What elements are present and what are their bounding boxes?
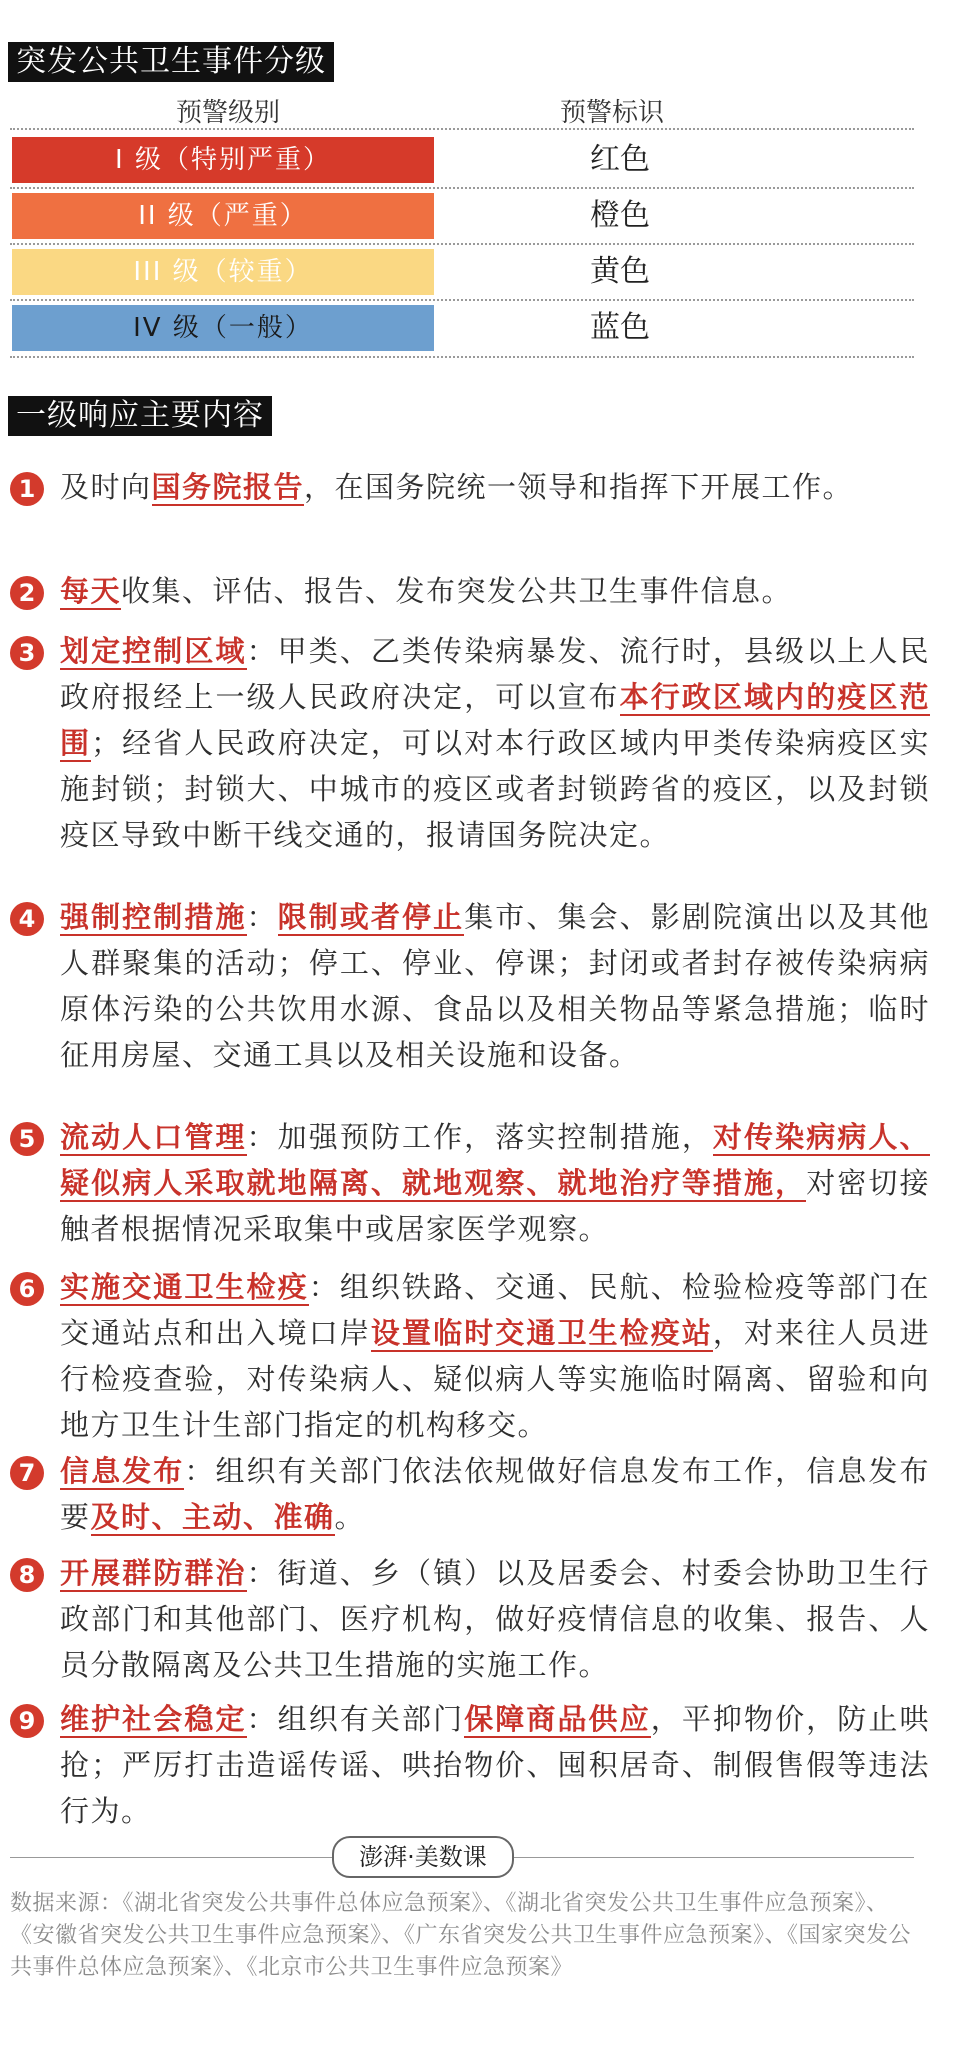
body-text: ：街道、乡（镇）以及居委会、村委会协助卫生行政部门和其他部门、医疗机构，做好疫情信息的收集、报告、人员分散隔离及公共卫生措施的实施工作。 [60,1556,930,1682]
item-text [60,1264,930,1448]
divider [10,356,914,358]
number-badge: 5 [10,1122,44,1156]
body-text: 及时向 [60,470,152,504]
response-item [10,1114,930,1252]
highlight-text: 实施交通卫生检疫 [60,1270,309,1304]
column-header-level: 预警级别 [176,98,281,128]
item-text [60,628,930,858]
highlight-text: 强制控制措施 [60,900,247,934]
body-text: ，在国务院统一领导和指挥下开展工作。 [304,470,854,504]
number-badge: 3 [10,636,44,670]
level-mark: 蓝色 [590,310,650,345]
highlight-text: 信息发布 [60,1454,185,1488]
body-text: ： [246,900,278,934]
number-badge: 2 [10,576,44,610]
response-item [10,894,930,1078]
item-text [60,894,930,1078]
highlight-text: 限制或者停止 [277,900,465,934]
level-mark: 红色 [590,142,650,177]
divider [10,128,914,130]
number-badge: 6 [10,1272,44,1306]
response-item [10,1264,930,1448]
level-mark: 橙色 [590,198,650,233]
level-bar: III 级（较重） [12,249,434,295]
level-bar: I 级（特别严重） [12,137,434,183]
highlight-text: 划定控制区域 [60,634,247,668]
highlight-text: 本行政区域内的疫区范围 [60,680,930,760]
data-source: 数据来源：《湖北省突发公共事件总体应急预案》、《湖北省突发公共卫生事件应急预案》、《安徽省突发公共卫生事件应急预案》、《广东省突发公共卫生事件应急预案》、《国家突发公共事件总体应急预案》、《北京市公共卫生事件应急预案》 [10,1891,912,1980]
item-text [60,464,930,510]
item-text [60,1448,930,1540]
body-text: ：加强预防工作，落实控制措施， [246,1120,713,1154]
response-item [10,1448,930,1540]
highlight-text: 保障商品供应 [464,1702,651,1736]
number-badge: 4 [10,902,44,936]
body-text: 收集、评估、报告、发布突发公共卫生事件信息。 [121,574,793,608]
number-badge: 9 [10,1704,44,1738]
level-mark: 黄色 [590,254,650,289]
highlight-text: 设置临时交通卫生检疫站 [370,1316,713,1350]
body-text: 集市、集会、影剧院演出以及其他人群聚集的活动；停工、停业、停课；封闭或者封存被传染病病原体污染的公共饮用水源、食品以及相关物品等紧急措施；临时征用房屋、交通工具以及相关设施和设备。 [60,900,930,1072]
item-text [60,568,930,614]
number-badge: 8 [10,1558,44,1592]
body-text: 对密切接触者根据情况采取集中或居家医学观察。 [60,1166,930,1246]
response-item [10,568,930,614]
section-title-response: 一级响应主要内容 [8,396,272,436]
section-title-levels: 突发公共卫生事件分级 [8,42,334,82]
highlight-text: 国务院报告 [151,470,305,504]
highlight-text: 维护社会稳定 [60,1702,247,1736]
body-text: ，对来往人员进行检疫查验，对传染病人、疑似病人等实施临时隔离、留验和向地方卫生计生部门指定的机构移交。 [60,1316,930,1442]
body-text: ：组织有关部门依法依规做好信息发布工作，信息发布要 [60,1454,930,1534]
level-bar: IV 级（一般） [12,305,434,351]
divider [10,243,914,245]
number-badge: 1 [10,472,44,506]
body-text: ：组织铁路、交通、民航、检验检疫等部门在交通站点和出入境口岸 [60,1270,930,1350]
level-row [0,246,960,298]
body-text: ；经省人民政府决定，可以对本行政区域内甲类传染病疫区实施封锁；封锁大、中城市的疫区或者封锁跨省的疫区，以及封锁疫区导致中断干线交通的，报请国务院决定。 [60,726,930,852]
level-row [0,190,960,242]
item-text [60,1696,930,1834]
response-item [10,1550,930,1688]
body-text: ：组织有关部门 [246,1702,465,1736]
body-text: ：甲类、乙类传染病暴发、流行时，县级以上人民政府报经上一级人民政府决定，可以宣布 [60,634,930,714]
response-item [10,628,930,858]
brand-logo: 澎湃·美数课 [332,1836,514,1878]
highlight-text: 每天 [60,574,122,608]
body-text: ，平抑物价，防止哄抢；严厉打击造谣传谣、哄抬物价、囤积居奇、制假售假等违法行为。 [60,1702,930,1828]
highlight-text: 及时、主动、准确 [90,1500,335,1534]
highlight-text: 流动人口管理 [60,1120,247,1154]
highlight-text: 对传染病病人、疑似病人采取就地隔离、就地观察、就地治疗等措施， [60,1120,930,1200]
divider [10,187,914,189]
number-badge: 7 [10,1456,44,1490]
item-text [60,1114,930,1252]
response-item [10,464,930,510]
divider [10,299,914,301]
item-text [60,1550,930,1688]
level-row [0,302,960,354]
level-bar: II 级（严重） [12,193,434,239]
response-item [10,1696,930,1834]
highlight-text: 开展群防群治 [60,1556,247,1590]
body-text: 。 [334,1500,366,1534]
column-header-mark: 预警标识 [560,98,665,128]
level-row [0,134,960,186]
